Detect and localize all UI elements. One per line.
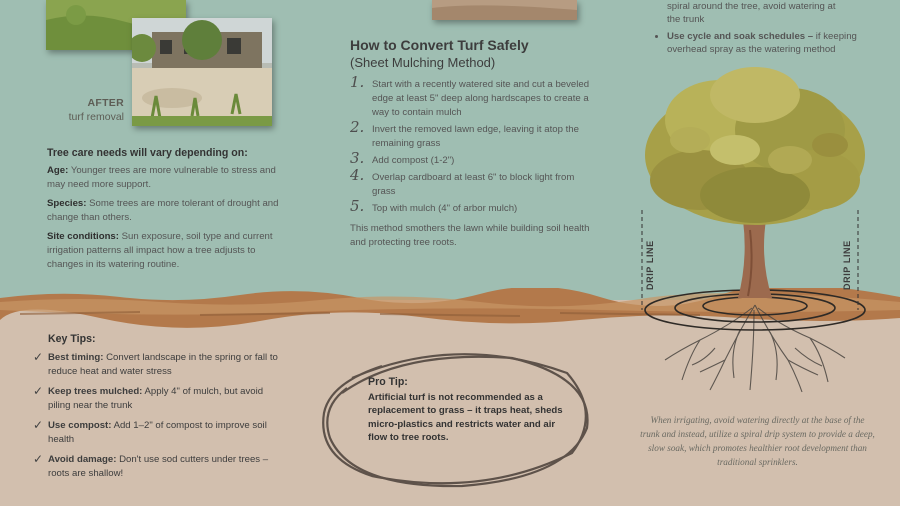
step-item: 1. Start with a recently watered site and cut a beveled edge at least 5" deep along hardscapes to create a way to contain mulch bbox=[350, 73, 590, 118]
tip-item: ✓ Best timing: Convert landscape in the spring or fall to reduce heat and water stress bbox=[33, 350, 278, 377]
pro-tip bbox=[368, 376, 568, 445]
convert-note: This method smothers the lawn while building soil health and protecting tree roots. bbox=[350, 223, 590, 248]
tree-care-heading: Tree care needs will vary depending on: bbox=[47, 147, 248, 159]
key-tips-section bbox=[33, 332, 283, 487]
after-title: AFTER bbox=[87, 97, 124, 109]
tree-care-item: Species: Some trees are more tolerant of drought and change than others. bbox=[47, 198, 279, 223]
step-item: 5. Top with mulch (4" of arbor mulch) bbox=[350, 197, 518, 215]
check-icon: ✓ bbox=[33, 452, 44, 466]
after-photo bbox=[132, 18, 272, 126]
step-item: 2. Invert the removed lawn edge, leaving it atop the remaining grass bbox=[350, 118, 579, 149]
tree-care-section bbox=[47, 146, 282, 277]
steps-list bbox=[350, 73, 590, 216]
after-label bbox=[40, 96, 124, 124]
check-icon: ✓ bbox=[33, 350, 44, 364]
convert-subtitle: (Sheet Mulching Method) bbox=[350, 55, 496, 70]
watering-bullet: • Use cycle and soak schedules – if keeping overhead spray as the watering method bbox=[667, 30, 890, 56]
check-icon: ✓ bbox=[33, 384, 44, 398]
pro-tip-heading: Pro Tip: bbox=[368, 376, 408, 388]
drip-line-label-right: DRIP LINE bbox=[842, 240, 852, 290]
tip-item: ✓ Use compost: Add 1–2" of compost to improve soil health bbox=[33, 418, 267, 445]
drip-line-label-left: DRIP LINE bbox=[645, 240, 655, 290]
check-icon: ✓ bbox=[33, 418, 44, 432]
tree-care-item: Age: Younger trees are more vulnerable to stress and may need more support. bbox=[47, 165, 276, 190]
after-sub: turf removal bbox=[68, 111, 124, 123]
irrigation-caption: When irrigating, avoid watering directly at the base of the trunk and instead, utilize a spiral drip system to provide a deep, slow soak, which promotes healthier root development than traditional sprinklers. bbox=[640, 415, 875, 467]
tree-illustration bbox=[630, 60, 880, 410]
top-photo bbox=[432, 0, 577, 20]
watering-cont-line: spiral around the tree, avoid watering at bbox=[667, 1, 836, 12]
step-item: 3. Add compost (1-2") bbox=[350, 149, 455, 167]
tip-item: ✓ Avoid damage: Don't use sod cutters under trees – roots are shallow! bbox=[33, 452, 269, 479]
key-tips-heading: Key Tips: bbox=[48, 333, 96, 345]
watering-cont-line: the trunk bbox=[667, 14, 705, 25]
watering-tips bbox=[655, 0, 890, 59]
convert-title: How to Convert Turf Safely bbox=[350, 37, 529, 53]
step-item: 4. Overlap cardboard at least 6" to block light from grass bbox=[350, 166, 575, 197]
tree-care-item: Site conditions: Sun exposure, soil type and current irrigation patterns all impact how a tree adjusts to changes in its watering routine. bbox=[47, 231, 273, 270]
pro-tip-text: Artificial turf is not recommended as a replacement to grass – it traps heat, sheds micro-plastics and restricts water and air flow to tree roots. bbox=[368, 391, 563, 443]
tip-item: ✓ Keep trees mulched: Apply 4" of mulch, but avoid piling near the trunk bbox=[33, 384, 264, 411]
convert-turf-section bbox=[350, 36, 590, 250]
